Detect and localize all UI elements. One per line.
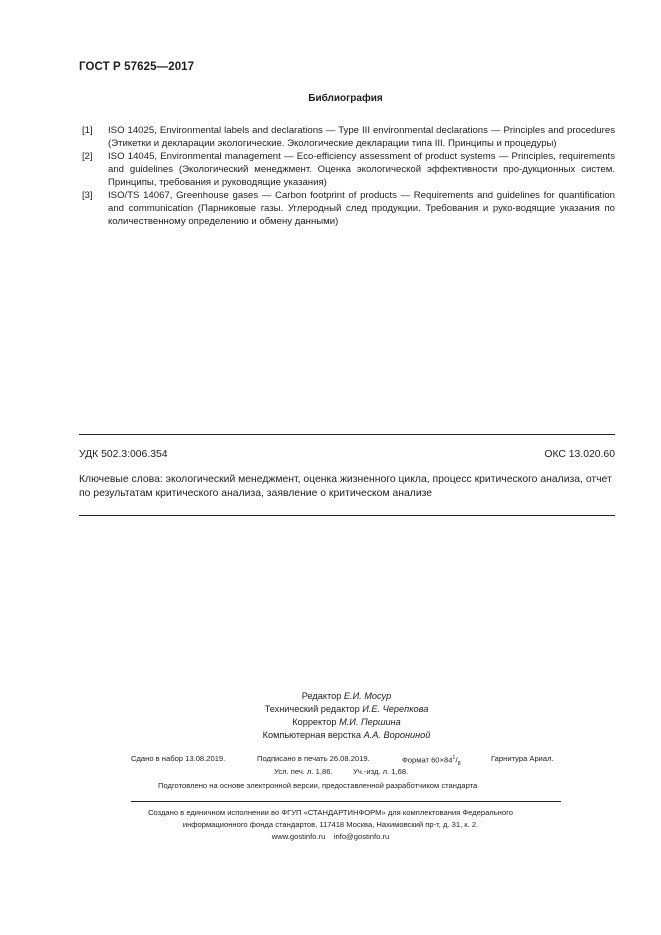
corrector-name: М.И. Першина	[339, 717, 401, 727]
bibliography-title: Библиография	[308, 93, 383, 104]
footer-divider	[131, 801, 561, 802]
tech-editor-line	[0, 703, 661, 716]
layout-label: Компьютерная верстка	[262, 730, 362, 740]
corrector-line	[0, 716, 661, 729]
footer-line1: Создано в единичном исполнении во ФГУП «СТАНДАРТИНФОРМ» для комплектования Федерального	[148, 808, 513, 817]
format-sub: 8	[457, 761, 461, 768]
layout-name: А.А. Ворониной	[363, 730, 431, 740]
pub-sheets: Уч.-изд. л. 1,68.	[353, 767, 409, 776]
prepared-note: Подготовлено на основе электронной версии, предоставленной разработчиком стандарта	[158, 781, 478, 790]
tech-editor-label: Технический редактор	[264, 704, 360, 714]
editor-label: Редактор	[301, 691, 342, 701]
bibliography-entry	[82, 124, 615, 150]
format-sup: 1	[452, 755, 456, 761]
bibliography-entry	[82, 189, 615, 228]
bibliography-entry	[82, 150, 615, 189]
sent-date: Сдано в набор 13.08.2019.	[131, 754, 226, 763]
footer-web: www.gostinfo.ru	[271, 832, 326, 841]
credits-block	[0, 690, 661, 742]
footer-contacts	[0, 831, 661, 843]
bibliography-list	[82, 124, 615, 228]
keywords: Ключевые слова: экологический менеджмент, оценка жизненного цикла, процесс критического анализа, отчет по результатам критического анализа, заявление о критическом анализе	[79, 474, 612, 499]
print-sheets: Усл. печ. л. 1,86.	[274, 767, 333, 776]
entry-text: ISO 14045, Environmental management — Eco-efficiency assessment of product systems — Principles, requirements and guidelines (Экологический менеджмент. Оценка экологической эффективности про-дукционных систем. Принципы, требования и руководящие указания)	[108, 151, 615, 188]
editor-line	[0, 690, 661, 703]
signed-date: Подписано в печать 26.08.2019.	[257, 754, 370, 763]
entry-text: ISO/TS 14067, Greenhouse gases — Carbon footprint of products — Requirements and guidelines for quantification and communication (Парниковые газы. Углеродный след продукции. Требования и руко-водящие указания по количественному определению и обмену данными)	[108, 190, 615, 227]
entry-number: [1]	[82, 125, 93, 136]
editor-name: Е.И. Мосур	[343, 691, 392, 701]
oks-code: ОКС 13.020.60	[544, 449, 615, 460]
footer-line2: информационного фонда стандартов, 117418 Москва, Нахимовский пр-т, д. 31, к. 2.	[182, 820, 479, 829]
layout-line	[0, 729, 661, 742]
typeface: Гарнитура Ариал.	[491, 754, 554, 763]
standard-number: ГОСТ Р 57625—2017	[79, 61, 195, 73]
udk-code: УДК 502.3:006.354	[79, 449, 168, 460]
divider-bottom	[79, 515, 615, 516]
classification-row	[79, 449, 615, 460]
divider-top	[79, 434, 615, 435]
tech-editor-name: И.Е. Черепкова	[362, 704, 429, 714]
entry-number: [3]	[82, 190, 93, 201]
entry-text: ISO 14025, Environmental labels and declarations — Type III environmental declarations — Principles and procedures (Этикетки и декларации экологические. Экологические декларации типа III. Принципы и процедуры)	[108, 125, 615, 149]
footer-email: info@gostinfo.ru	[333, 832, 390, 841]
entry-number: [2]	[82, 151, 93, 162]
corrector-label: Корректор	[292, 717, 337, 727]
print-format: Формат $60\times 84^1/_8$	[402, 755, 461, 768]
footer-block	[0, 807, 661, 843]
format-label: Формат 60×84	[402, 755, 453, 765]
